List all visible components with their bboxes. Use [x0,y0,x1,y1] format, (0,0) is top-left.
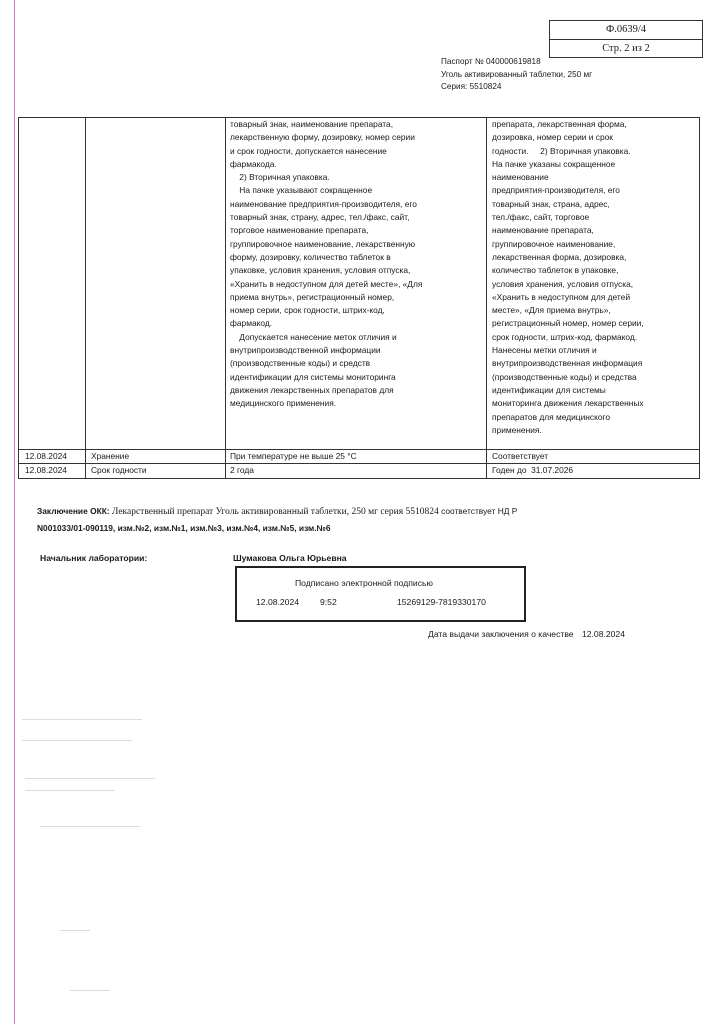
issue-date: 12.08.2024 [581,629,625,639]
col-divider [85,118,86,478]
bleed-mark [60,930,90,931]
signatory-name: Шумакова Ольга Юрьевна [233,553,347,563]
text-line: форму, дозировку, количество таблеток в [230,251,391,262]
text-line: Нанесены метки отличия и [492,345,597,356]
row-result: Годен до 31.07.2026 [492,465,574,475]
text-line: предприятия-производителя, его [492,185,620,196]
text-line: наименование [492,172,549,183]
stamp-time: 9:52 [320,597,337,607]
results-table [18,117,700,479]
text-line: идентификации для системы мониторинга [230,371,396,382]
text-line: годности. 2) Вторичная упаковка. [492,145,631,156]
bleed-mark [25,778,155,779]
text-line: регистрационный номер, номер серии, [492,318,644,329]
text-line: наименование предприятия-производителя, его [230,198,417,209]
text-line: Допускается нанесение меток отличия и [230,331,397,342]
passport-header [441,56,592,94]
text-line: наименование препарата, [492,225,594,236]
row-date: 12.08.2024 [25,465,67,475]
conclusion-tail: соответствует НД Р [441,506,518,516]
text-line: торговое наименование препарата, [230,225,369,236]
text-line: номер серии, срок годности, штрих-код, [230,305,385,316]
text-line: препарата, лекарственная форма, [492,119,627,129]
text-line: (производственные коды) и средства [492,371,637,382]
form-code-box [549,20,703,58]
text-line: (производственные коды) и средств [230,358,371,369]
issue-date-line [428,629,625,639]
conclusion-label: Заключение ОКК: [37,506,110,516]
text-line: дозировка, номер серии и срок [492,132,613,143]
signatory-role: Начальник лаборатории: [40,553,148,563]
text-line: внутрипроизводственной информации [230,345,381,356]
row-indicator: Срок годности [91,465,147,475]
text-line: количество таблеток в упаковке, [492,265,619,276]
text-line: группировочное наименование, [492,238,616,249]
text-line: На пачке указаны сокращенное [492,158,616,169]
text-line: идентификации для системы [492,384,606,395]
series-number: Серия: 5510824 [441,82,502,91]
text-line: 2) Вторичная упаковка. [230,172,330,183]
conclusion-text: Лекарственный препарат Уголь активированный таблетки, 250 мг серия 5510824 [111,507,439,517]
text-line: препаратов для медицинского [492,411,611,422]
page-number: Стр. 2 из 2 [602,43,650,54]
bleed-mark [70,990,110,991]
text-line: мониторинга движения лекарственных [492,398,644,409]
margin-line [14,0,15,1024]
text-line: товарный знак, страну, адрес, тел./факс, сайт, [230,212,410,223]
text-line: и срок годности, допускается нанесение [230,145,387,156]
conclusion [37,506,517,517]
text-line: тел./факс, сайт, торговое [492,212,590,223]
result-cell [492,118,644,437]
text-line: применения. [492,424,542,435]
requirement-cell [230,118,422,411]
bleed-mark [22,719,142,720]
text-line: На пачке указывают сокращенное [230,185,373,196]
text-line: группировочное наименование, лекарственную [230,238,416,249]
bleed-mark [22,740,132,741]
text-line: фармакода. [230,158,277,169]
stamp-cert: 15269129-7819330170 [397,597,486,607]
text-line: медицинского применения. [230,398,337,409]
row-requirement: 2 года [230,465,254,475]
col-divider [225,118,226,478]
col-divider [486,118,487,478]
text-line: фармакод. [230,318,273,329]
text-line: «Хранить в недоступном для детей месте», «Для [230,278,423,289]
row-date: 12.08.2024 [25,451,67,461]
text-line: товарный знак, наименование препарата, [230,119,394,129]
issue-label: Дата выдачи заключения о качестве [428,629,574,639]
text-line: товарный знак, страна, адрес, [492,198,610,209]
text-line: «Хранить в недоступном для детей [492,291,630,302]
text-line: движения лекарственных препаратов для [230,384,394,395]
text-line: упаковке, условия хранения, условия отпуска, [230,265,411,276]
text-line: условия хранения, условия отпуска, [492,278,634,289]
text-line: лекарственная форма, дозировка, [492,251,627,262]
stamp-title: Подписано электронной подписью [295,578,433,588]
bleed-mark [40,826,140,827]
text-line: месте», «Для приема внутрь», [492,305,611,316]
product-name: Уголь активированный таблетки, 250 мг [441,69,593,79]
conclusion-line2: N001033/01-090119, изм.№2, изм.№1, изм.№3, изм.№4, изм.№5, изм.№6 [37,523,331,533]
row-result: Соответствует [492,451,549,461]
passport-number: Паспорт № 040000619818 [441,57,541,66]
form-code: Ф.0639/4 [550,21,702,40]
bleed-mark [25,790,115,791]
text-line: приема внутрь», регистрационный номер, [230,291,395,302]
text-line: внутрипроизводственная информация [492,358,643,369]
row-indicator: Хранение [91,451,130,461]
row-requirement: При температуре не выше 25 °С [230,451,357,461]
electronic-signature-stamp [235,566,526,622]
text-line: срок годности, штрих-код, фармакод. [492,331,638,342]
text-line: лекарственную форму, дозировку, номер серии [230,132,415,143]
stamp-date: 12.08.2024 [256,597,300,607]
